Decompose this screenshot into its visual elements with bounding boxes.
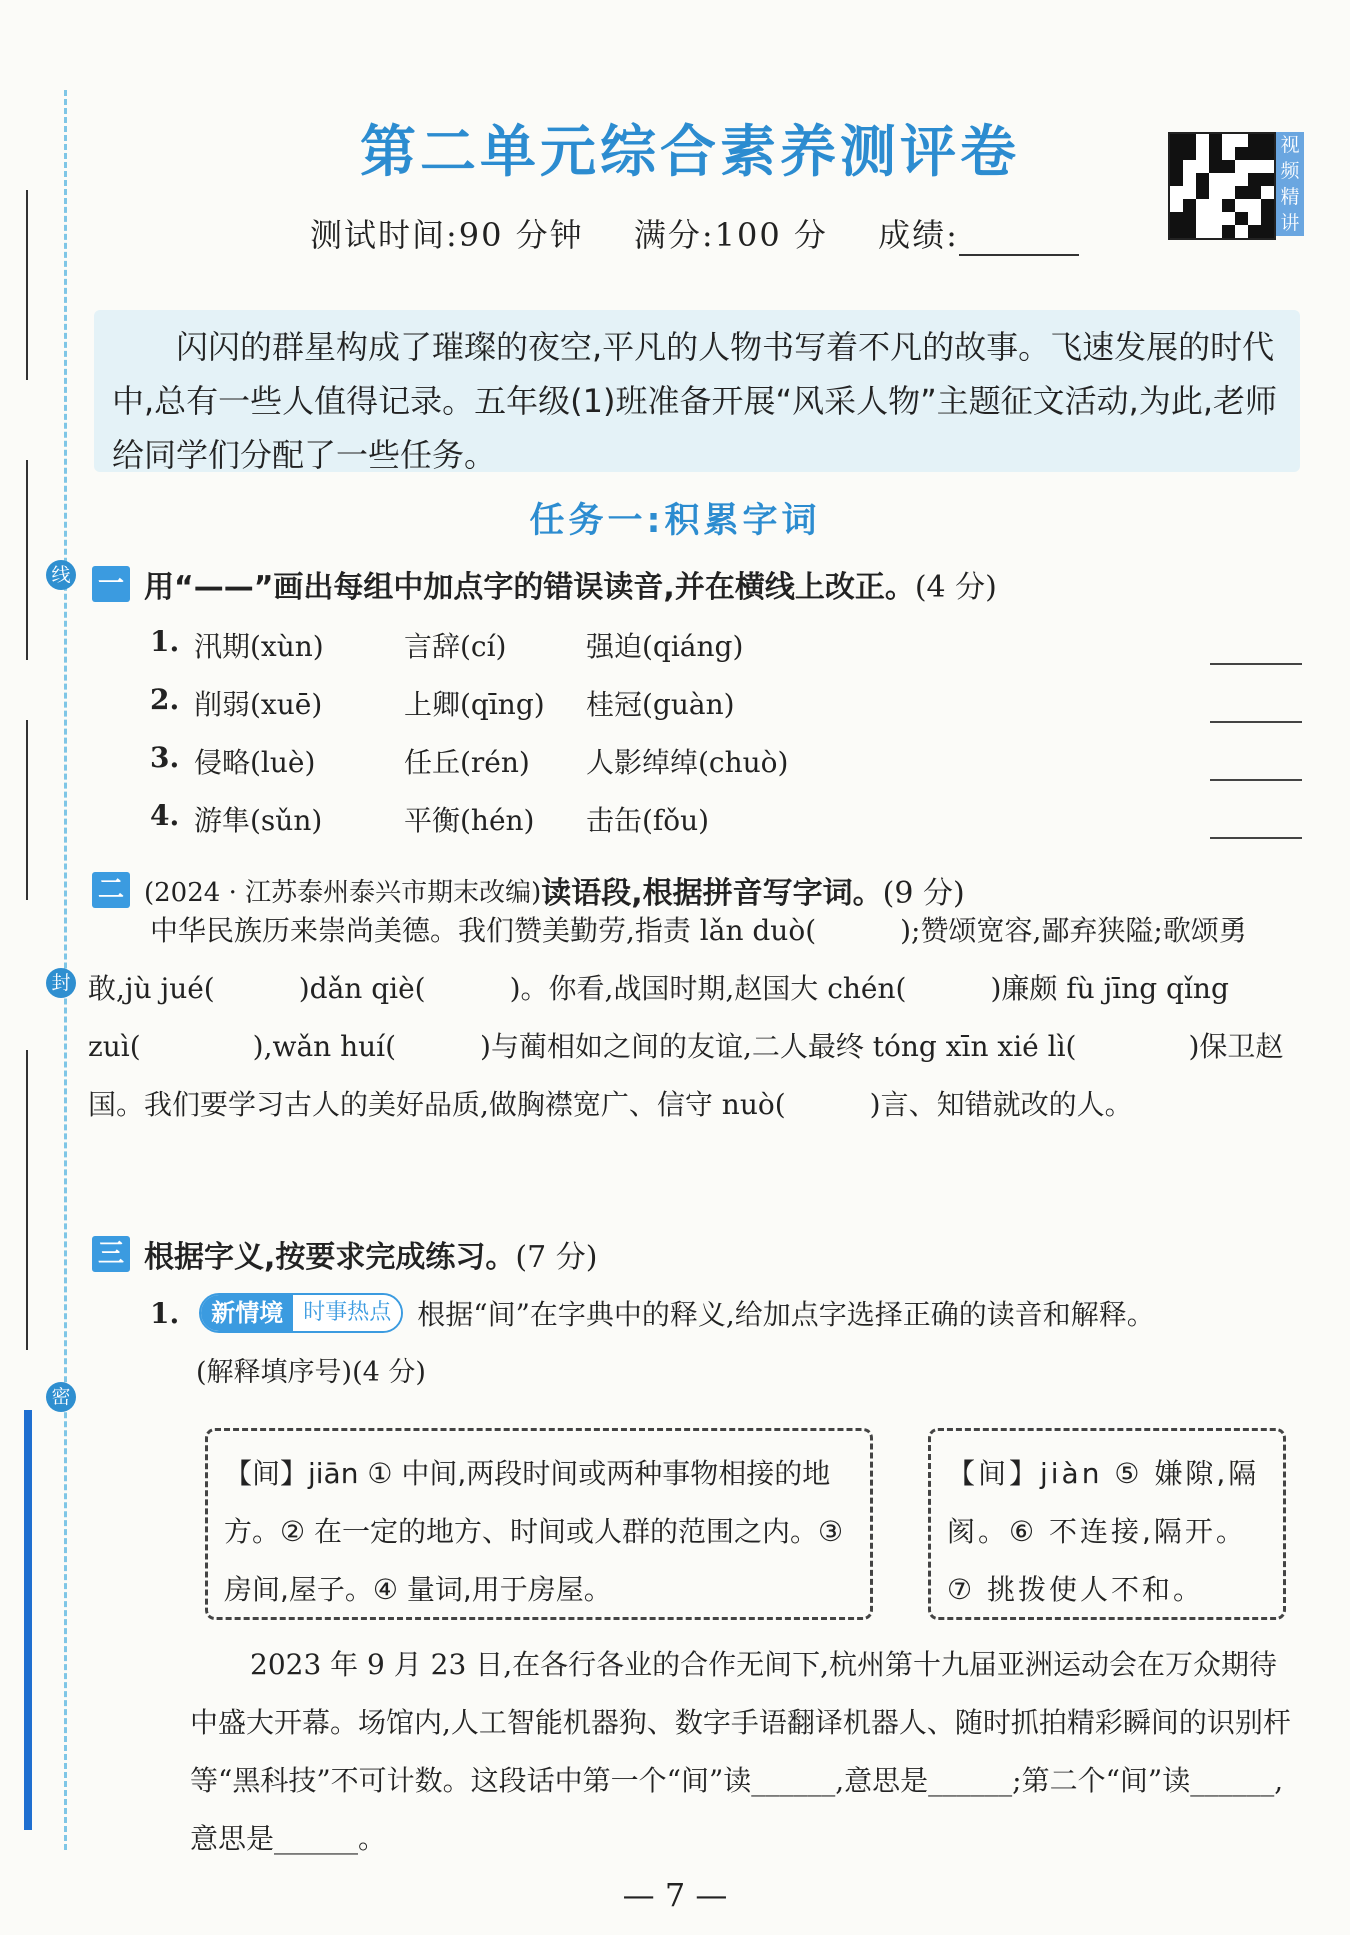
test-time: 测试时间:90 分钟 [310,216,584,254]
question-3-text: 根据字义,按要求完成练习。 [144,1240,516,1275]
question-1-heading [92,562,997,606]
item-word: 言辞(cí) [404,630,507,663]
question-1-points: (4 分) [914,570,997,605]
binding-badge-seal: 封 [46,968,76,998]
item-word: 游隼(sǔn) [194,804,323,837]
passage-text: 2023 年 9 月 23 日,在各行各业的合作无间下,杭州第十九届亚洲运动会在万众期待中盛大开幕。场馆内,人工智能机器狗、数字手语翻译机器人、随时抓拍精彩瞬间的识别杆等“黑科技”不可计数。这段话中第一个“间”读______,意思是______;第二个“间”读______,意思是______。 [190,1648,1291,1855]
question-2-text-body: 中华民族历来崇尚美德。我们赞美勤劳,指责 lǎn duò( );赞颂宽容,鄙弃狭隘;歌颂勇敢,jù jué( )dǎn qiè( )。你看,战国时期,赵国大 chén( )廉颇 fù jīng qǐng zuì( ),wǎn huí( )与蔺相如之间的友谊,二人最终 tóng xīn xié lì( )保卫赵国。我们要学习古人的美好品质,做胸襟宽广、信守 nuò( )言、知错就改的人。 [88,914,1284,1121]
item-number: 1. [150,625,180,658]
context-tag [199,1293,403,1333]
item-word: 人影绰绰(chuò) [586,746,789,779]
question-2-source: (2024 · 江苏泰州泰兴市期末改编) [144,877,542,908]
question-3-heading [92,1232,597,1276]
item-word: 上卿(qīng) [404,688,545,721]
item-number: 4. [150,799,180,832]
full-score: 满分:100 分 [633,216,828,254]
item-number: 2. [150,683,180,716]
side-rule [26,460,28,660]
question-2-points: (9 分) [882,876,965,911]
page-title: 第二单元综合素养测评卷 [360,119,1020,185]
item-word: 汛期(xùn) [194,630,324,663]
task-one-heading: 任务一:积累字词 [529,501,821,541]
question-3-points: (7 分) [515,1240,598,1275]
list-item [150,741,1310,799]
question-3-number: 三 [92,1236,130,1272]
answer-blank[interactable] [1210,837,1302,839]
item-word: 任丘(rén) [404,746,530,779]
exam-meta [310,210,1079,256]
qr-code-icon[interactable] [1168,132,1276,240]
answer-blank[interactable] [1210,721,1302,723]
side-rule [26,1050,28,1350]
side-rule [26,190,28,380]
tag-new-context: 新情境 [201,1295,293,1331]
page-number: — 7 — [622,1876,728,1914]
question-3-sub-1 [150,1293,1155,1333]
question-2-number: 二 [92,872,130,908]
question-2-paragraph [88,902,1302,1134]
side-rule [26,720,28,900]
sub-number: 1. [150,1296,180,1330]
answer-blank[interactable] [1210,779,1302,781]
intro-box: 闪闪的群星构成了璀璨的夜空,平凡的人物书写着不凡的故事。飞速发展的时代中,总有一些人值得记录。五年级(1)班准备开展“风采人物”主题征文活动,为此,老师给同学们分配了一些任务。 [94,310,1300,472]
tag-current-events: 时事热点 [293,1295,401,1331]
item-word: 击缶(fǒu) [586,804,710,837]
question-2-text: 读语段,根据拼音写字词。 [541,876,883,911]
item-word: 平衡(hén) [404,804,535,837]
answer-blank[interactable] [1210,663,1302,665]
sub-1-note: (解释填序号)(4 分) [196,1357,426,1388]
dictionary-box-jian4: 【间】jiàn ⑤ 嫌隙,隔阂。⑥ 不连接,隔开。⑦ 挑拨使人不和。 [928,1428,1286,1620]
binding-badge-line: 线 [46,560,76,590]
item-number: 3. [150,741,180,774]
question-3-passage [190,1636,1302,1868]
dictionary-box-jian1: 【间】jiān ① 中间,两段时间或两种事物相接的地方。② 在一定的地方、时间或人群的范围之内。③ 房间,屋子。④ 量词,用于房屋。 [205,1428,873,1620]
sub-1-text: 根据“间”在字典中的释义,给加点字选择正确的读音和解释。 [417,1298,1155,1331]
side-blue-strip [24,1410,32,1830]
score-blank[interactable] [959,226,1079,256]
item-word: 侵略(luè) [194,746,316,779]
score-label: 成绩: [878,216,959,254]
video-lecture-label: 视频精讲 [1276,132,1304,236]
item-word: 桂冠(guàn) [586,688,735,721]
question-1-number: 一 [92,566,130,602]
list-item [150,683,1310,741]
list-item [150,799,1310,857]
item-word: 强迫(qiáng) [586,630,744,663]
list-item [150,625,1310,683]
item-word: 削弱(xuē) [194,688,323,721]
question-1-text: 用“——”画出每组中加点字的错误读音,并在横线上改正。 [144,570,915,605]
question-1-items [150,625,1310,857]
binding-badge-secret: 密 [46,1382,76,1412]
